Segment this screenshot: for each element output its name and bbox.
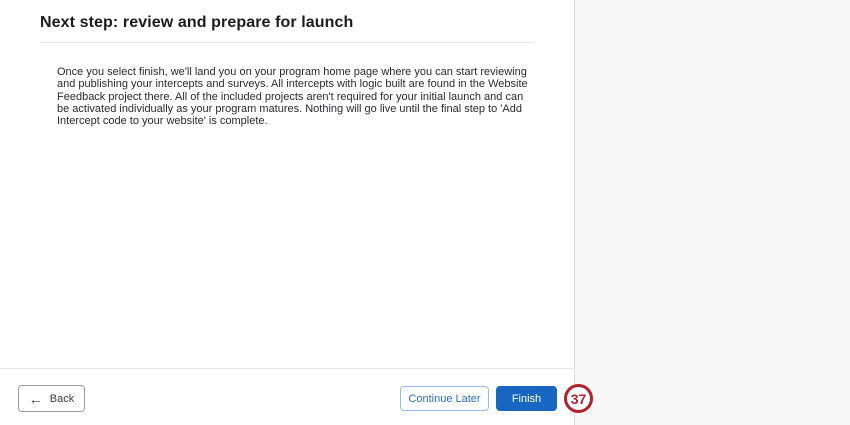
- footer-divider: [0, 368, 574, 369]
- continue-later-button[interactable]: [400, 386, 489, 411]
- step-number-label: 37: [570, 390, 587, 407]
- finish-button-label: Finish: [511, 392, 542, 405]
- right-side-panel: [574, 0, 850, 425]
- step-number-annotation: [564, 384, 593, 413]
- back-button-label: Back: [49, 392, 75, 405]
- page-title: Next step: review and prepare for launch: [40, 14, 354, 31]
- finish-button[interactable]: [496, 386, 557, 411]
- title-divider: [40, 42, 533, 43]
- page-description: Once you select finish, we'll land you on your program home page where you can start reviewing and publishing your intercepts and surveys. All intercepts with logic built are found in the Website Feedback project there. All of the included projects aren't required for your initial launch and can be activated individually as your program matures. Nothing will go live until the final step to 'Add Intercept code to your website' is complete.: [57, 66, 528, 128]
- continue-later-button-label: Continue Later: [408, 392, 481, 405]
- left-arrow-icon: ←: [28, 390, 43, 407]
- back-button[interactable]: [18, 385, 85, 412]
